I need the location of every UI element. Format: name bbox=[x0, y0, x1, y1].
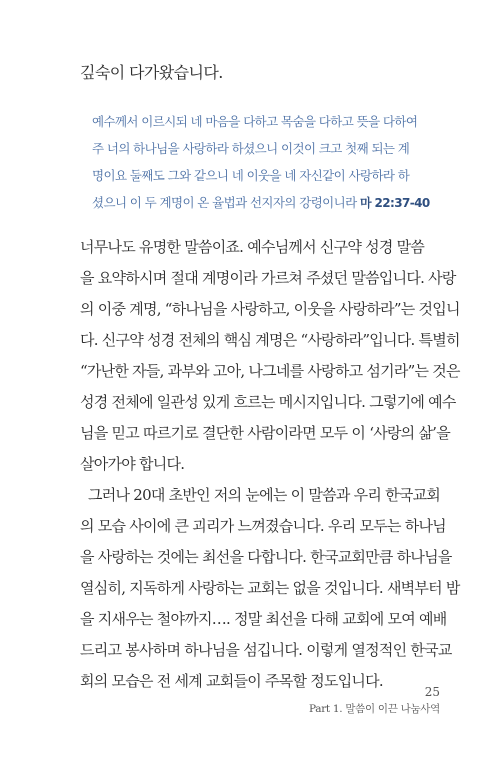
body-line: 을 요약하시며 절대 계명이라 가르쳐 주셨던 말씀입니다. 사랑 bbox=[80, 269, 456, 287]
intro-line: 깊숙이 다가왔습니다. bbox=[80, 63, 223, 82]
body-line: 을 사랑하는 것에는 최선을 다합니다. 한국교회만큼 하나님을 bbox=[80, 548, 452, 566]
running-head: Part 1. 말씀이 이끈 나눔사역 bbox=[308, 703, 440, 715]
body-text bbox=[80, 232, 460, 697]
body-line: “가난한 자들, 과부와 고아, 나그네를 사랑하고 섬기라”는 것은 bbox=[80, 362, 460, 380]
body-line: 너무나도 유명한 말씀이죠. 예수님께서 신구약 성경 말씀 bbox=[80, 238, 425, 256]
body-line: 을 지새우는 철야까지…. 정말 최선을 다해 교회에 모여 예배 bbox=[80, 610, 447, 628]
page-number: 25 bbox=[424, 685, 440, 699]
body-line: 살아가야 합니다. bbox=[80, 455, 185, 473]
quote-line: 명이요 둘째도 그와 같으니 네 이웃을 네 자신같이 사랑하라 하 bbox=[92, 168, 410, 183]
body-line: 드리고 봉사하며 하나님을 섬깁니다. 이렇게 열정적인 한국교 bbox=[80, 641, 452, 659]
quote-line-text: 셨으니 이 두 계명이 온 율법과 선지자의 강령이니라 bbox=[92, 195, 357, 210]
scripture-quote bbox=[92, 108, 430, 216]
body-line: 회의 모습은 전 세계 교회들이 주목할 정도입니다. bbox=[80, 672, 383, 690]
quote-line: 주 너의 하나님을 사랑하라 하셨으니 이것이 크고 첫째 되는 계 bbox=[92, 141, 410, 156]
quote-line: 예수께서 이르시되 네 마음을 다하고 목숨을 다하고 뜻을 다하여 bbox=[92, 114, 418, 129]
quote-line bbox=[92, 189, 430, 216]
body-line: 님을 믿고 따르기로 결단한 사람이라면 모두 이 ‘사랑의 삶’을 bbox=[80, 424, 450, 442]
body-line: 의 모습 사이에 큰 괴리가 느껴졌습니다. 우리 모두는 하나님 bbox=[80, 517, 446, 535]
scripture-reference: 마 22:37-40 bbox=[359, 196, 430, 210]
body-line: 다. 신구약 성경 전체의 핵심 계명은 “사랑하라”입니다. 특별히 bbox=[80, 331, 460, 349]
page-footer bbox=[309, 683, 440, 717]
body-line: 그러나 20대 초반인 저의 눈에는 이 말씀과 우리 한국교회 bbox=[80, 486, 441, 504]
body-line: 의 이중 계명, “하나님을 사랑하고, 이웃을 사랑하라”는 것입니 bbox=[80, 300, 460, 318]
body-line: 성경 전체에 일관성 있게 흐르는 메시지입니다. 그렇기에 예수 bbox=[80, 393, 456, 411]
body-line: 열심히, 지독하게 사랑하는 교회는 없을 것입니다. 새벽부터 밤 bbox=[80, 579, 460, 597]
